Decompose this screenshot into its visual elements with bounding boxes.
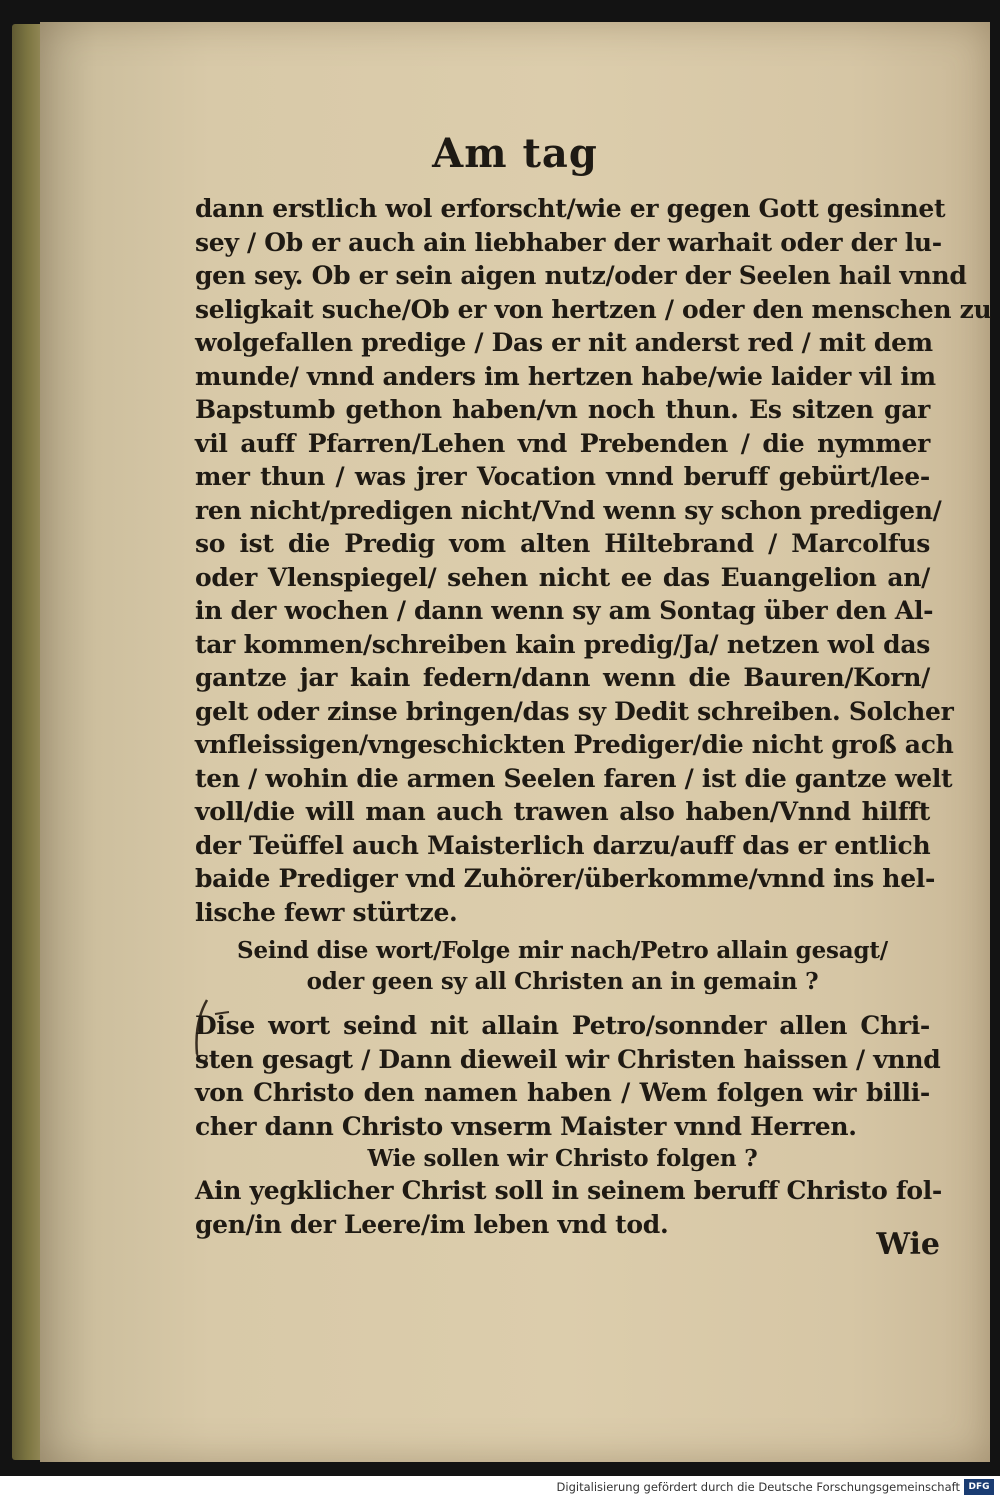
text-line: voll/die will man auch trawen also haben/Vnnd hilfft [195,797,930,826]
text-line: sey / Ob er auch ain liebhaber der warhait oder der lu- [195,227,942,257]
text-line: so ist die Predig vom alten Hiltebrand / Marcolfus [195,529,930,558]
answer-line: Dise wort seind nit allain Petro/sonnder allen Chri- [195,1011,930,1040]
question-heading-line: Wie sollen wir Christo folgen ? [367,1145,758,1172]
text-line: lische fewr stürtze. [195,897,458,927]
text-line: munde/ vnnd anders im hertzen habe/wie laider vil im [195,361,936,391]
text-line: baide Prediger vnd Zuhörer/überkomme/vnnd ins hel- [195,864,936,893]
text-line: der Teüffel auch Maisterlich darzu/auff das er entlich [195,830,931,860]
text-line: ten / wohin die armen Seelen faren / ist die gantze welt [195,763,953,793]
main-text-block [195,192,992,1241]
page-sheet [40,22,990,1462]
answer-line: von Christo den namen haben / Wem folgen wir billi- [195,1078,930,1107]
text-line: wolgefallen predige / Das er nit anderst red / mit dem [195,328,933,357]
text-line: oder Vlenspiegel/ sehen nicht ee das Euangelion an/ [195,562,930,592]
text-line: seligkait suche/Ob er von hertzen / oder den menschen zu [195,294,992,324]
text-line: in der wochen / dann wenn sy am Sontag über den Al- [195,596,934,625]
question-heading-line: oder geen sy all Christen an in gemain ? [306,968,819,995]
answer-line: sten gesagt / Dann dieweil wir Christen haissen / vnnd [195,1044,941,1074]
footer-credit: Digitalisierung gefördert durch die Deutsche Forschungsgemeinschaft [556,1480,960,1494]
answer-line: Ain yegklicher Christ soll in seinem beruff Christo fol- [195,1176,942,1205]
catchword: Wie [876,1227,940,1262]
text-line: gen sey. Ob er sein aigen nutz/oder der Seelen hail vnnd [195,261,967,290]
answer-line: cher dann Christo vnserm Maister vnnd Herren. [195,1111,857,1141]
question-heading-line: Seind dise wort/Folge mir nach/Petro allain gesagt/ [237,937,888,964]
text-line: Bapstumb gethon haben/vn noch thun. Es sitzen gar [195,395,930,424]
text-line: gelt oder zinse bringen/das sy Dedit schreiben. Solcher [195,696,954,726]
text-line: mer thun / was jrer Vocation vnnd beruff gebürt/lee- [195,462,930,491]
answer-line: gen/in der Leere/im leben vnd tod. [195,1209,669,1239]
text-line: dann erstlich wol erforscht/wie er gegen Gott gesinnet [195,194,946,223]
running-header: Am tag [432,130,598,177]
text-line: tar kommen/schreiben kain predig/Ja/ netzen wol das [195,629,930,659]
text-line: gantze jar kain federn/dann wenn die Bauren/Korn/ [195,663,930,692]
footer-bar [0,1476,1000,1499]
text-line: ren nicht/predigen nicht/Vnd wenn sy schon predigen/ [195,495,942,525]
dfg-logo: DFG [964,1479,994,1495]
text-line: vnfleissigen/vngeschickten Prediger/die nicht groß ach [195,730,954,759]
text-line: vil auff Pfarren/Lehen vnd Prebenden / die nymmer [195,428,930,458]
